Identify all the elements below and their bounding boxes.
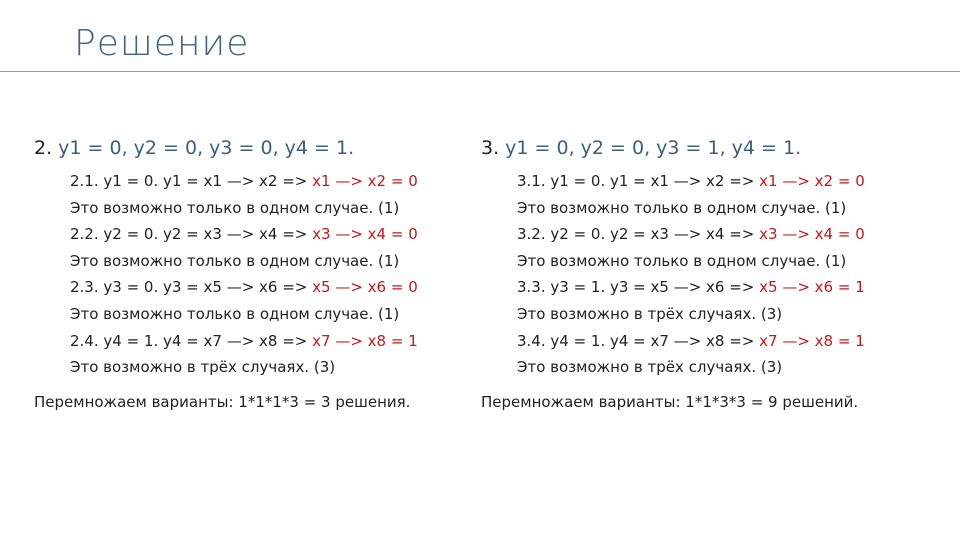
derivation-lines <box>70 168 418 381</box>
case-3-column <box>481 134 865 415</box>
highlighted-implication: x1 —> x2 = 0 <box>312 172 418 190</box>
line-text: 3.3. y3 = 1. y3 = x5 —> x6 => <box>517 278 760 297</box>
line-text: Это возможно только в одном случае. (1) <box>70 198 400 217</box>
line-text: Это возможно только в одном случае. (1) <box>517 198 847 217</box>
derivation-line <box>70 195 418 222</box>
derivation-line <box>70 328 418 355</box>
derivation-line <box>70 221 418 248</box>
highlighted-implication: x5 —> x6 = 0 <box>312 278 418 297</box>
title-underline <box>0 71 960 72</box>
derivation-lines <box>517 168 865 381</box>
highlighted-implication: x7 —> x8 = 1 <box>759 331 865 350</box>
slide-title: Решение <box>74 23 250 64</box>
derivation-line <box>517 274 865 301</box>
line-text: Это возможно в трёх случаях. (3) <box>517 358 783 377</box>
line-text: 2.1. y1 = 0. y1 = x1 —> x2 => <box>70 172 313 190</box>
line-text: Это возможно только в одном случае. (1) <box>70 304 400 323</box>
derivation-line <box>517 195 865 222</box>
case-values: y1 = 0, y2 = 0, y3 = 0, y4 = 1. <box>58 137 355 159</box>
case-values: y1 = 0, y2 = 0, y3 = 1, y4 = 1. <box>505 137 802 159</box>
highlighted-implication: x3 —> x4 = 0 <box>312 225 418 244</box>
line-text: 2.4. y4 = 1. y4 = x7 —> x8 => <box>70 331 313 350</box>
line-text: 3.4. y4 = 1. y4 = x7 —> x8 => <box>517 331 760 350</box>
case-heading <box>481 134 865 162</box>
case-number: 2. <box>34 137 59 159</box>
line-text: 3.2. y2 = 0. y2 = x3 —> x4 => <box>517 225 760 244</box>
line-text: Это возможно только в одном случае. (1) <box>70 251 400 270</box>
line-text: 2.3. y3 = 0. y3 = x5 —> x6 => <box>70 278 313 297</box>
derivation-line <box>517 301 865 328</box>
derivation-line <box>70 354 418 381</box>
derivation-line <box>70 274 418 301</box>
highlighted-implication: x7 —> x8 = 1 <box>312 331 418 350</box>
derivation-line <box>517 328 865 355</box>
derivation-line <box>517 221 865 248</box>
highlighted-implication: x1 —> x2 = 0 <box>759 172 865 190</box>
derivation-line <box>517 168 865 195</box>
line-text: 2.2. y2 = 0. y2 = x3 —> x4 => <box>70 225 313 244</box>
derivation-line <box>70 248 418 275</box>
case-2-column <box>34 134 418 415</box>
derivation-line <box>517 354 865 381</box>
line-text: Это возможно в трёх случаях. (3) <box>517 304 783 323</box>
derivation-line <box>517 248 865 275</box>
derivation-line <box>70 301 418 328</box>
case-summary: Перемножаем варианты: 1*1*1*3 = 3 решения. <box>34 392 411 411</box>
line-text: 3.1. y1 = 0. y1 = x1 —> x2 => <box>517 172 760 190</box>
highlighted-implication: x3 —> x4 = 0 <box>759 225 865 244</box>
case-summary: Перемножаем варианты: 1*1*3*3 = 9 решений. <box>481 392 859 411</box>
case-number: 3. <box>481 137 506 159</box>
line-text: Это возможно в трёх случаях. (3) <box>70 358 336 377</box>
case-heading <box>34 134 418 162</box>
derivation-line <box>70 168 418 195</box>
highlighted-implication: x5 —> x6 = 1 <box>759 278 865 297</box>
line-text: Это возможно только в одном случае. (1) <box>517 251 847 270</box>
